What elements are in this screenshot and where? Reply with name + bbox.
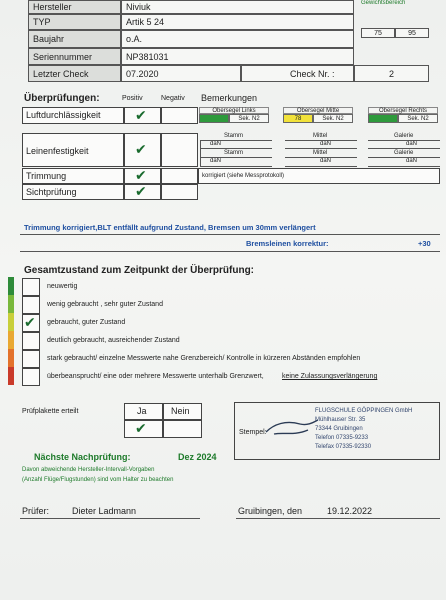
plakette-label: Prüfplakette erteilt xyxy=(22,408,79,415)
stamp-line-2: 73344 Gruibingen xyxy=(315,426,363,432)
check-mark-icon: ✔ xyxy=(135,142,147,158)
leinen-stamm-label: Stamm xyxy=(224,133,244,139)
state-item-1: wenig gebraucht , sehr guter Zustand xyxy=(47,301,163,308)
state-box-3[interactable] xyxy=(22,332,40,350)
state-box-5[interactable] xyxy=(22,368,40,386)
trimmung-remark: korrigiert (siehe Messprotokoll) xyxy=(202,173,285,179)
stamp-line-4: Telefax 07335-92330 xyxy=(315,444,372,450)
state-box-4[interactable] xyxy=(22,350,40,368)
leinen-galerie-group xyxy=(368,133,440,167)
leinen-galerie-unit-2: daN xyxy=(406,158,418,164)
trimmung-negativ-box[interactable] xyxy=(161,168,198,184)
company-stamp xyxy=(315,408,425,456)
brems-value: +30 xyxy=(418,239,431,248)
leinen-mittel-label: Mittel xyxy=(313,133,328,139)
obersegel-links-unit: Sek. N2 xyxy=(229,114,269,123)
pruefer-value: Dieter Ladmann xyxy=(72,506,137,516)
scale-green-dark xyxy=(8,277,14,295)
baujahr-value: o.A. xyxy=(121,30,354,48)
check-mark-icon: ✔ xyxy=(135,108,147,124)
checknr-value: 2 xyxy=(354,65,429,82)
check-mark-icon: ✔ xyxy=(24,315,36,331)
col-positiv: Positiv xyxy=(122,95,143,102)
leinen-stamm-group xyxy=(200,133,272,167)
check-mark-icon: ✔ xyxy=(135,421,147,437)
leinen-stamm-label-2: Stamm xyxy=(224,150,244,156)
check-label-sicht: Sichtprüfung xyxy=(26,187,77,197)
plakette-nein-label: Nein xyxy=(171,406,190,416)
baujahr-label: Baujahr xyxy=(28,30,121,48)
leinen-mittel-group xyxy=(285,133,357,167)
leinen-galerie-label: Galerie xyxy=(394,133,414,139)
obersegel-rechts-unit: Sek. N2 xyxy=(398,114,438,123)
top-right-text: Gewichtsbereich xyxy=(361,0,406,6)
hersteller-label: Hersteller xyxy=(28,0,121,14)
leinen-galerie-label-2: Galerie xyxy=(394,150,414,156)
weight-min: 75 xyxy=(361,28,395,38)
scale-orange xyxy=(8,331,14,349)
obersegel-rechts-label: Obersegel Rechts xyxy=(368,107,438,114)
hersteller-value: Niviuk xyxy=(121,0,354,14)
leinen-galerie-unit: daN xyxy=(406,141,418,147)
remarks-note: Trimmung korrigiert,BLT entfällt aufgrund Zustand, Bremsen um 30mm verlängert xyxy=(24,223,316,232)
check-label-trimmung: Trimmung xyxy=(26,171,67,181)
place-value: 19.12.2022 xyxy=(327,506,373,516)
state-box-0[interactable] xyxy=(22,278,40,296)
stamp-line-3: Telefon 07335-9233 xyxy=(315,435,369,441)
plakette-nein-box[interactable] xyxy=(163,420,202,438)
obersegel-mitte-unit: Sek. N2 xyxy=(313,114,353,123)
obersegel-mitte-value: 78 xyxy=(283,114,313,123)
checknr-label: Check Nr. : xyxy=(241,65,354,82)
next-label: Nächste Nachprüfung: xyxy=(34,452,131,462)
next-sub-2: (Anzahl Flüge/Flugstunden) sind vom Halter zu beachten xyxy=(22,477,174,483)
typ-label: TYP xyxy=(28,14,121,30)
state-item-5b: keine Zulassungsverlängerung xyxy=(282,373,378,380)
leinen-negativ-box[interactable] xyxy=(161,133,198,167)
pruefer-label: Prüfer: xyxy=(22,506,50,516)
sicht-negativ-box[interactable] xyxy=(161,184,198,200)
stamp-line-1: Mühlhauser Str. 35 xyxy=(315,417,366,423)
typ-value: Artik 5 24 xyxy=(121,14,354,30)
serien-label: Seriennummer xyxy=(28,48,121,65)
leinen-stamm-unit: daN xyxy=(210,141,222,147)
signature-icon xyxy=(264,418,320,440)
luft-negativ-box[interactable] xyxy=(161,107,198,124)
place-label: Gruibingen, den xyxy=(238,506,303,516)
weight-max: 95 xyxy=(395,28,429,38)
obersegel-rechts-value xyxy=(368,114,398,123)
obersegel-links-label: Obersegel Links xyxy=(199,107,269,114)
plakette-ja-label: Ja xyxy=(137,406,147,416)
check-mark-icon: ✔ xyxy=(135,168,147,184)
state-item-3: deutlich gebraucht, ausreichender Zustand xyxy=(47,337,180,344)
leinen-mittel-label-2: Mittel xyxy=(313,150,328,156)
check-mark-icon: ✔ xyxy=(135,184,147,200)
next-value: Dez 2024 xyxy=(178,452,217,462)
leinen-stamm-unit-2: daN xyxy=(210,158,222,164)
scale-yellow xyxy=(8,313,14,331)
check-value: 07.2020 xyxy=(121,65,241,82)
brems-label: Bremsleinen korrektur: xyxy=(246,239,329,248)
state-item-5a: überbeansprucht/ eine oder mehrere Messwerte unterhalb Grenzwert, xyxy=(47,373,264,380)
scale-green-light xyxy=(8,295,14,313)
stamp-line-0: FLUGSCHULE GÖPPINGEN GmbH xyxy=(315,408,413,414)
checks-title: Überprüfungen: xyxy=(24,93,100,104)
check-label-leinen: Leinenfestigkeit xyxy=(26,146,89,156)
obersegel-links-value xyxy=(199,114,229,123)
leinen-mittel-unit: daN xyxy=(320,141,332,147)
serien-value: NP381031 xyxy=(121,48,354,65)
next-sub-1: Davon abweichende Hersteller-Intervall-Vorgaben xyxy=(22,467,155,473)
stamp-label: Stempel: xyxy=(239,429,267,436)
state-item-2: gebraucht, guter Zustand xyxy=(47,319,126,326)
scale-orange-dark xyxy=(8,349,14,367)
state-item-4: stark gebraucht/ einzelne Messwerte nahe Grenzbereich/ Kontrolle in kürzeren Abständen empfohlen xyxy=(47,355,361,362)
state-item-0: neuwertig xyxy=(47,283,78,290)
obersegel-mitte-label: Obersegel Mitte xyxy=(283,107,353,114)
state-title: Gesamtzustand zum Zeitpunkt der Überprüfung: xyxy=(24,265,255,276)
col-negativ: Negativ xyxy=(161,95,185,102)
leinen-mittel-unit-2: daN xyxy=(320,158,332,164)
state-box-1[interactable] xyxy=(22,296,40,314)
scale-red xyxy=(8,367,14,385)
check-label: Letzter Check xyxy=(28,65,121,82)
check-label-luft: Luftdurchlässigkeit xyxy=(26,110,101,120)
col-bemerkungen: Bemerkungen xyxy=(201,93,258,103)
